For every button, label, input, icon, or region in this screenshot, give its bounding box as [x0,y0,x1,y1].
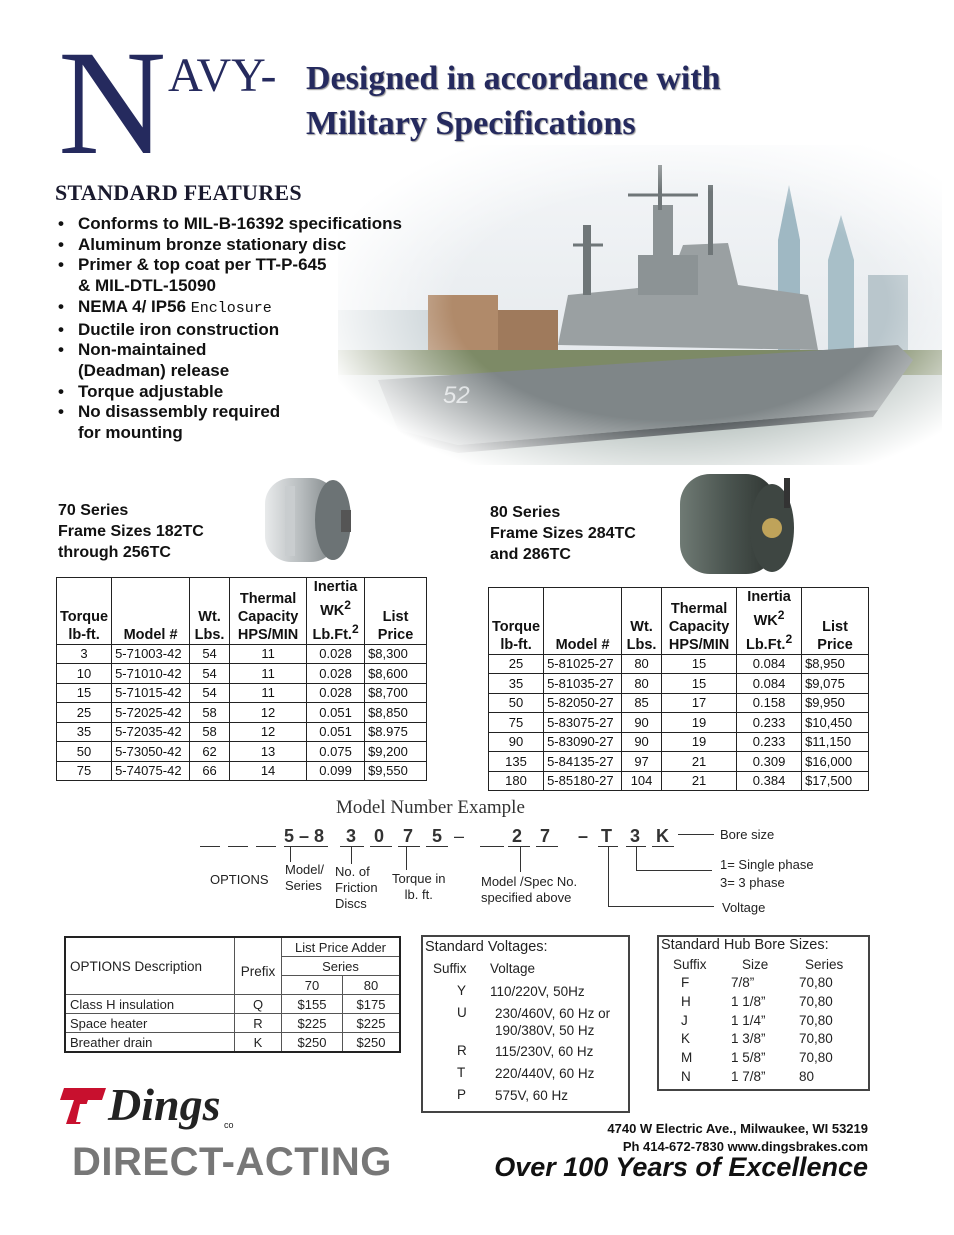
connector [406,846,407,870]
voltage-label: Voltage [722,900,766,915]
bore-title: Standard Hub Bore Sizes: [661,937,829,953]
table-cell: 11 [230,683,307,703]
table-cell: $16,000 [802,752,869,772]
connector [636,870,712,871]
features-list [58,214,438,444]
table-row [57,761,427,781]
bore-series: 70,80 [799,1050,833,1066]
table-cell: $8,950 [802,654,869,674]
underline [652,846,674,847]
series-80-header: 80 [343,976,401,995]
bore-size: 1 1/4” [731,1012,766,1028]
table-cell: 5-83090-27 [544,732,622,752]
table-cell: 104 [622,771,662,791]
options-desc-header: OPTIONS Description [65,937,235,995]
bore-series: 70,80 [799,993,833,1009]
voltage-suffix-header: Suffix [433,961,467,976]
table-cell: 21 [662,752,737,772]
direct-acting-heading: DIRECT-ACTING [72,1140,392,1184]
col-model: Model # [112,578,190,645]
phone-line: Ph 414-672-7830 www.dingsbrakes.com [622,1139,868,1154]
bore-series: 80 [799,1069,815,1084]
col-inertia: Inertia $WK^2$ Lb.Ft.$^2$ [307,578,365,645]
table-cell: $9,200 [365,742,427,762]
address-line: 4740 W Electric Ave., Milwaukee, WI 53219 [607,1121,868,1136]
option-cell: Q [235,995,282,1014]
table-cell: 97 [622,752,662,772]
option-cell: Space heater [65,1014,235,1033]
bore-suffix: F [681,975,690,990]
voltages-title: Standard Voltages: [425,939,548,955]
table-cell: 90 [622,713,662,733]
model-series-label: Model/ Series [285,862,325,893]
voltage-suffix: T [457,1065,466,1080]
option-cell: $225 [343,1014,401,1033]
underline [340,846,364,847]
options-rows [65,995,400,1053]
voltage-suffix: R [457,1043,467,1058]
voltage-code: T [601,826,612,846]
table-cell: 62 [190,742,230,762]
col-thermal: Thermal Capacity HPS/MIN [230,578,307,645]
table-cell: 0.028 [307,664,365,684]
table-cell: $10,450 [802,713,869,733]
table-cell: $11,150 [802,732,869,752]
table-row [489,752,869,772]
table-cell: 5-74075-42 [112,761,190,781]
table-cell: 5-83075-27 [544,713,622,733]
table-cell: 66 [190,761,230,781]
option-cell: R [235,1014,282,1033]
col-price: List Price [802,588,869,655]
table-row [57,664,427,684]
table-cell: 3 [57,644,112,664]
bore-suffix: H [681,993,691,1009]
table-cell: 50 [489,693,544,713]
table-cell: 5-73050-42 [112,742,190,762]
options-blank [256,846,276,847]
underline [508,846,530,847]
bore-size: 1 3/8” [731,1031,766,1047]
model-number-title: Model Number Example [336,797,525,818]
feature-item: • NEMA 4/ IP56 Enclosure [58,297,438,320]
col-weight: Wt. Lbs. [622,588,662,655]
table-cell: 0.028 [307,644,365,664]
table-cell: 5-72025-42 [112,703,190,723]
connector [608,906,714,907]
option-cell: Class H insulation [65,995,235,1014]
connector [351,846,352,864]
feature-item: • Aluminum bronze stationary disc [58,235,438,256]
series-70-title: 70 Series Frame Sizes 182TC through 256TC [58,502,204,561]
voltage-value: 230/460V, 60 Hz or 190/380V, 50 Hz [495,1006,611,1038]
table-cell: 75 [57,761,112,781]
table-row [57,703,427,723]
option-cell: $250 [343,1033,401,1053]
table-cell: 80 [622,674,662,694]
feature-item: • Torque adjustable [58,382,438,403]
underline [398,846,420,847]
hub-bore-sizes-box [657,935,870,1091]
underline [480,846,504,847]
title-rest: AVY- [168,49,277,102]
table-row [57,742,427,762]
feature-item: • No disassembly required for mounting [58,402,438,443]
table-cell: 15 [662,654,737,674]
table-cell: 35 [57,722,112,742]
col-torque: Torque lb-ft. [489,588,544,655]
table-cell: 0.233 [737,713,802,733]
table-cell: 0.099 [307,761,365,781]
spec-code-1: 2 [512,826,523,846]
dash: – [454,826,465,846]
dings-logo: Dings [108,1079,221,1130]
bore-series-header: Series [805,957,844,972]
connector [520,846,521,872]
feature-item: • Ductile iron construction [58,320,438,341]
voltage-value: 575V, 60 Hz [495,1088,569,1103]
table-cell: 90 [622,732,662,752]
table-cell: $9,950 [802,693,869,713]
table-cell: 12 [230,722,307,742]
table-cell: 0.075 [307,742,365,762]
feature-item: • Conforms to MIL-B-16392 specifications [58,214,438,235]
table-cell: 11 [230,644,307,664]
bore-size: 1 7/8” [731,1069,766,1084]
slogan: Over 100 Years of Excellence [494,1152,868,1182]
table-row [489,654,869,674]
table-cell: $8,700 [365,683,427,703]
voltage-value: 220/440V, 60 Hz [495,1066,595,1081]
table-cell: 19 [662,732,737,752]
option-row [65,995,400,1014]
dings-logo-mark [58,1084,108,1128]
table-cell: 12 [230,703,307,723]
bore-suffix: N [681,1069,691,1084]
torque-code-2: 7 [403,826,414,846]
table-row [57,644,427,664]
table-row [57,683,427,703]
table-row [489,732,869,752]
col-model: Model # [544,588,622,655]
table-cell: $9,075 [802,674,869,694]
option-cell: $175 [343,995,401,1014]
table-row [489,693,869,713]
bore-size: 7/8” [731,975,755,990]
motor-brake-80-image [674,468,802,580]
connector [608,846,609,906]
table-row [489,771,869,791]
bore-size: 1 1/8” [731,993,766,1009]
table-cell: 0.309 [737,752,802,772]
dings-logo-co: co [224,1120,234,1130]
voltage-suffix: Y [457,983,467,998]
torque-code-1: 0 [374,826,385,846]
table-cell: 17 [662,693,737,713]
table-cell: 54 [190,644,230,664]
table-cell: $8,600 [365,664,427,684]
option-cell: K [235,1033,282,1053]
torque-code-3: 5 [432,826,443,846]
table-cell: 5-85180-27 [544,771,622,791]
bore-size-label: Bore size [720,827,775,842]
option-cell: $250 [282,1033,343,1053]
table-cell: 25 [57,703,112,723]
connector [678,834,714,835]
options-label: OPTIONS [210,872,269,887]
table-cell: 5-71003-42 [112,644,190,664]
bore-suffix: K [681,1031,691,1047]
table-cell: 0.084 [737,654,802,674]
table-cell: $8,300 [365,644,427,664]
bore-series: 70,80 [799,1012,833,1028]
table-cell: 0.233 [737,732,802,752]
voltage-value: 110/220V, 50Hz [490,984,585,999]
table-cell: $8,850 [365,703,427,723]
table-cell: 58 [190,703,230,723]
underline [426,846,448,847]
table-cell: 0.028 [307,683,365,703]
table-row [489,713,869,733]
spec-code-2: 7 [540,826,551,846]
bore-size: 1 5/8” [731,1050,766,1066]
table-cell: 15 [662,674,737,694]
underline [370,846,392,847]
table-cell: 5-71015-42 [112,683,190,703]
bore-size-header: Size [742,957,769,972]
option-cell: Breather drain [65,1033,235,1053]
prefix-header: Prefix [235,937,282,995]
table-cell: 0.051 [307,703,365,723]
company-address [607,1120,868,1156]
table-cell: 80 [622,654,662,674]
table-cell: $17,500 [802,771,869,791]
options-blank [228,846,248,847]
series-70-table [56,577,427,781]
option-row [65,1014,400,1033]
table-cell: 11 [230,664,307,684]
series-80-rows [489,654,869,791]
table-cell: 5-81025-27 [544,654,622,674]
standard-voltages-box [421,935,630,1113]
table-cell: $8.975 [365,722,427,742]
table-cell: 5-71010-42 [112,664,190,684]
table-row [489,674,869,694]
table-cell: 0.084 [737,674,802,694]
table-cell: 13 [230,742,307,762]
option-row [65,1033,400,1053]
friction-code: 3 [346,826,357,846]
series-70-rows [57,644,427,781]
table-cell: 0.158 [737,693,802,713]
table-cell: 135 [489,752,544,772]
option-cell: $225 [282,1014,343,1033]
headline-line-2: Military Specifications [306,105,636,142]
col-price: List Price [365,578,427,645]
list-price-adder-header: List Price Adder [282,937,401,957]
headline [306,56,721,146]
feature-item: • Primer & top coat per TT-P-645 & MIL-DTL-15090 [58,255,438,296]
model-series-code: 5 – 8 [284,826,325,846]
feature-item: • Non-maintained (Deadman) release [58,340,438,381]
motor-brake-70-image [255,470,357,568]
table-cell: 5-82050-27 [544,693,622,713]
connector [636,846,637,870]
col-inertia: Inertia $WK^2$ Lb.Ft.$^2$ [737,588,802,655]
table-cell: 85 [622,693,662,713]
series-80-title: 80 Series Frame Sizes 284TC and 286TC [490,504,636,563]
voltage-header: Voltage [490,961,536,976]
table-cell: 180 [489,771,544,791]
table-cell: 50 [57,742,112,762]
option-cell: $155 [282,995,343,1014]
table-cell: 19 [662,713,737,733]
torque-label: Torque in lb. ft. [392,871,446,902]
standard-features-title: STANDARD FEATURES [55,180,302,205]
table-cell: 35 [489,674,544,694]
phase-label: 1= Single phase 3= 3 phase [720,857,814,890]
table-cell: 5-72035-42 [112,722,190,742]
col-thermal: Thermal Capacity HPS/MIN [662,588,737,655]
table-cell: $9,550 [365,761,427,781]
col-weight: Wt. Lbs. [190,578,230,645]
table-cell: 14 [230,761,307,781]
table-cell: 5-84135-27 [544,752,622,772]
title-initial: N [58,20,167,186]
table-cell: 54 [190,683,230,703]
friction-discs-label: No. of Friction Discs [335,864,378,911]
voltage-value: 115/230V, 60 Hz [495,1044,594,1059]
table-cell: 5-81035-27 [544,674,622,694]
series-header: Series [282,957,401,976]
table-cell: 75 [489,713,544,733]
connector [290,846,291,862]
bore-suffix: J [681,1012,688,1028]
table-cell: 90 [489,732,544,752]
bore-suffix: M [681,1050,693,1066]
bore-series: 70,80 [799,975,833,990]
col-torque: Torque lb-ft. [57,578,112,645]
underline [536,846,558,847]
table-cell: 0.051 [307,722,365,742]
bore-code: K [656,826,669,846]
table-cell: 54 [190,664,230,684]
series-70-header: 70 [282,976,343,995]
dash: – [578,826,589,846]
table-cell: 0.384 [737,771,802,791]
table-cell: 15 [57,683,112,703]
table-cell: 21 [662,771,737,791]
options-blank [200,846,220,847]
spec-label: Model /Spec No. specified above [481,874,578,905]
options-table [64,936,401,1053]
voltage-suffix: U [457,1005,467,1020]
bore-suffix-header: Suffix [673,957,707,972]
voltage-suffix: P [457,1087,467,1102]
table-row [57,722,427,742]
table-cell: 10 [57,664,112,684]
table-cell: 25 [489,654,544,674]
headline-line-1: Designed in accordance with [306,60,721,97]
table-cell: 58 [190,722,230,742]
phase-code: 3 [630,826,641,846]
bore-series: 70,80 [799,1031,833,1047]
series-80-table [488,587,869,791]
